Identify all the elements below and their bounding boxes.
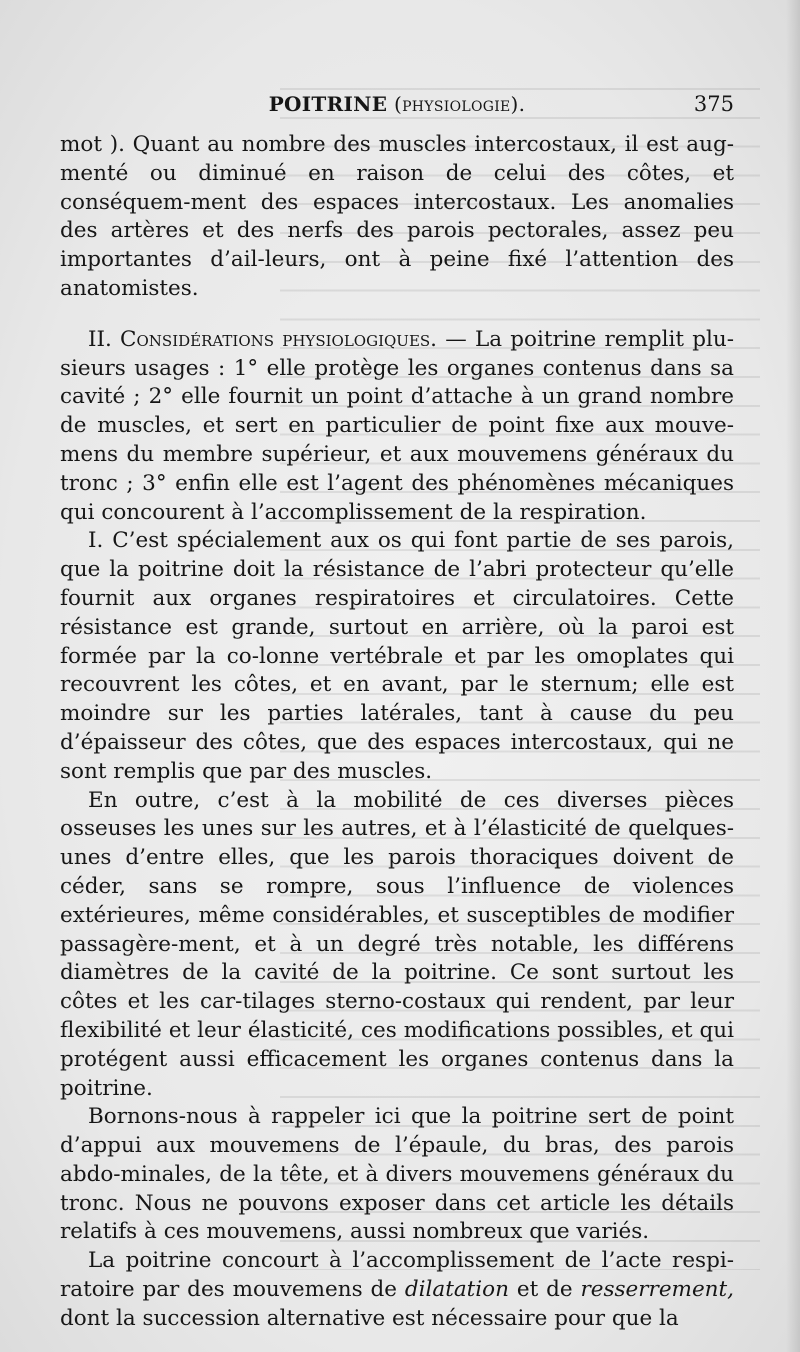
page-edge-shadow: [786, 0, 800, 1352]
respiration-text-b: et de: [508, 1277, 581, 1303]
respiration-text-a: La poitrine concourt à l’accomplissement de l’acte respi-ratoire par des mouvemens de: [60, 1248, 734, 1303]
section-ii-text: — La poitrine remplit plu-sieurs usages : 1° elle protège les organes contenus dans sa cavité ; 2° elle fournit un point d’attache à un grand nombre de muscles, et sert en particulier de point fixe aux mouve-mens du membre supérieur, et aux mouvemens généraux du tronc ; 3° enfin elle est l’agent des phénomènes mécaniques qui concourent à l’accomplissement de la respiration.: [60, 326, 734, 525]
section-gap: [60, 304, 734, 326]
paragraph-continuation: mot ). Quant au nombre des muscles intercostaux, il est aug-menté ou diminué en raison de celui des côtes, et conséquem-ment des espaces intercostaux. Les anomalies des artères et des nerfs des parois pectorales, assez peu importantes d’ail-leurs, ont à peine fixé l’attention des anatomistes.: [60, 132, 734, 301]
body-text: [60, 131, 734, 1334]
paragraph-mobility: En outre, c’est à la mobilité de ces diverses pièces osseuses les unes sur les autres, et à l’élasticité de quelques-unes d’entre elles, que les parois thoraciques doivent de céder, sans se rompre, sous l’influence de violences extérieures, même considérables, et susceptibles de modifier passagère-ment, et à un degré très notable, les différens diamètres de la cavité de la poitrine. Ce sont surtout les côtes et les car-tilages sterno-costaux qui rendent, par leur flexibilité et leur élasticité, ces modifications possibles, et qui protégent aussi efficacement les organes contenus dans la poitrine.: [60, 787, 734, 1101]
paragraph-respiration: [60, 1247, 734, 1333]
page-header: [60, 92, 734, 126]
running-head: [60, 92, 734, 116]
running-head-title: POITRINE: [268, 92, 388, 116]
running-head-subtitle: (physiologie).: [393, 92, 526, 116]
paragraph-protection: I. C’est spécialement aux os qui font partie de ses parois, que la poitrine doit la résistance de l’abri protecteur qu’elle fournit aux organes respiratoires et circulatoires. Cette résistance est grande, surtout en arrière, où la paroi est formée par la co-lonne vertébrale et par les omoplates qui recouvrent les côtes, et en avant, par le sternum; elle est moindre sur les parties latérales, tant à cause du peu d’épaisseur des côtes, que des espaces intercostaux, qui ne sont remplis que par des muscles.: [60, 528, 734, 784]
term-dilatation: dilatation: [404, 1277, 509, 1303]
paragraph-support: Bornons-nous à rappeler ici que la poitrine sert de point d’appui aux mouvemens de l’épaule, du bras, des parois abdo-minales, de la tête, et à divers mouvemens généraux du tronc. Nous ne pouvons exposer dans cet article les détails relatifs à ces mouvemens, aussi nombreux que variés.: [60, 1104, 734, 1245]
paragraph-section-ii: [60, 326, 734, 528]
respiration-text-c: dont la succession alternative est nécessaire pour que la: [60, 1305, 679, 1331]
term-resserrement: resserrement,: [580, 1277, 734, 1303]
page-number: 375: [693, 92, 734, 116]
section-heading: II. Considérations physiologiques.: [88, 326, 438, 352]
